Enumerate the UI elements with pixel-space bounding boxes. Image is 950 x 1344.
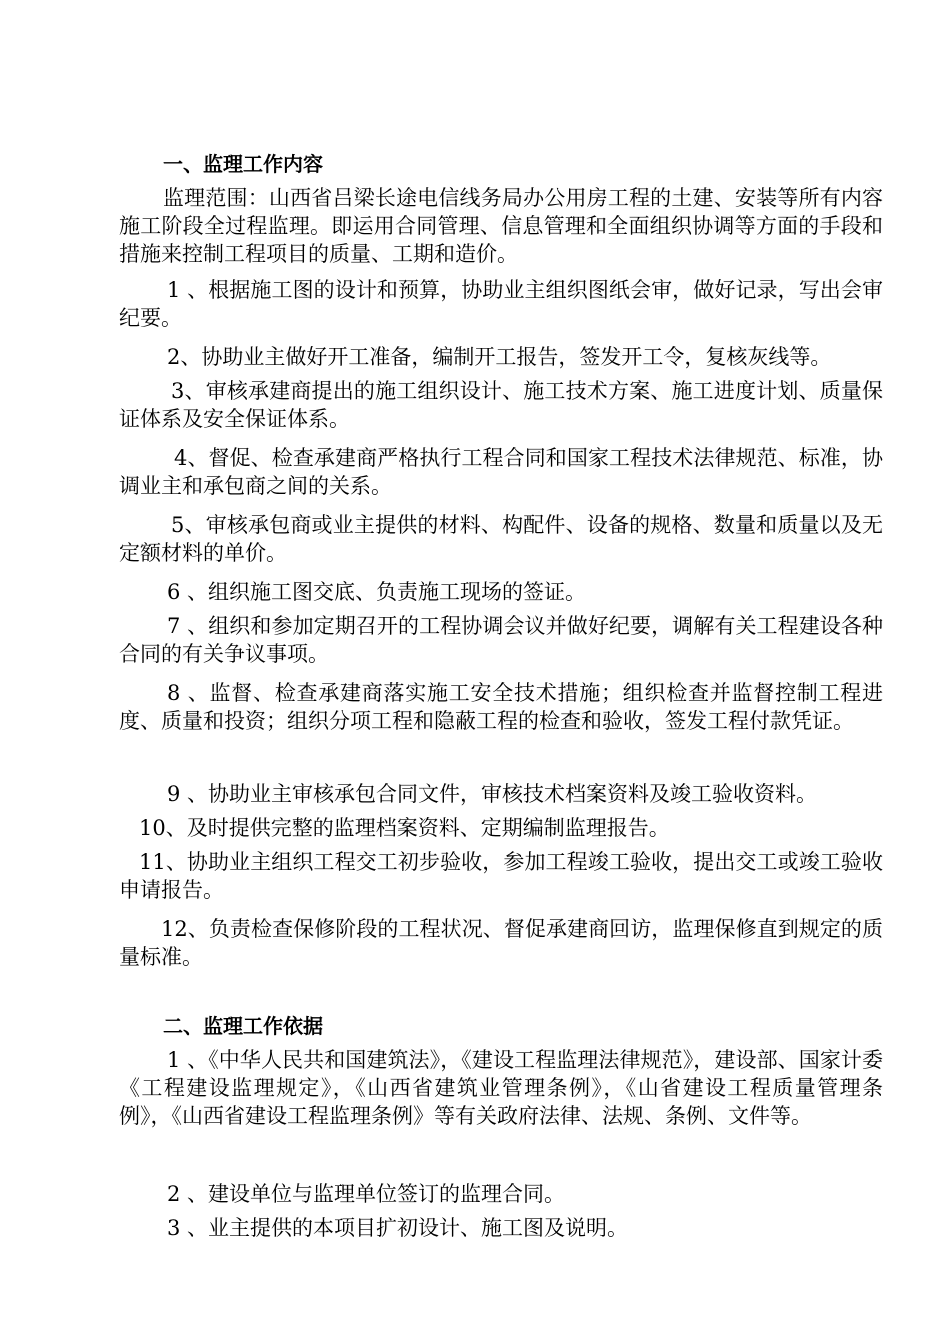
content-item-1: 1 、根据施工图的设计和预算，协助业主组织图纸会审，做好记录，写出会审纪要。 bbox=[119, 278, 883, 330]
content-item-12: 12、负责检查保修阶段的工程状况、督促承建商回访，监理保修直到规定的质量标准。 bbox=[119, 917, 883, 969]
section-heading-work-content: 一、监理工作内容 bbox=[163, 152, 323, 176]
basis-item-2: 2 、建设单位与监理单位签订的监理合同。 bbox=[167, 1182, 566, 1206]
scope-paragraph: 监理范围：山西省吕梁长途电信线务局办公用房工程的土建、安装等所有内容施工阶段全过程监理。即运用合同管理、信息管理和全面组织协调等方面的手段和措施来控制工程项目的质量、工期和造价。 bbox=[119, 186, 883, 266]
content-item-2: 2、协助业主做好开工准备，编制开工报告，签发开工令，复核灰线等。 bbox=[167, 345, 832, 369]
content-item-11: 11、协助业主组织工程交工初步验收，参加工程竣工验收，提出交工或竣工验收申请报告。 bbox=[119, 850, 883, 902]
content-item-6: 6 、组织施工图交底、负责施工现场的签证。 bbox=[167, 580, 587, 604]
content-item-7: 7 、组织和参加定期召开的工程协调会议并做好纪要，调解有关工程建设各种合同的有关争议事项。 bbox=[119, 614, 883, 666]
content-item-4: 4、督促、检查承建商严格执行工程合同和国家工程技术法律规范、标准，协调业主和承包商之间的关系。 bbox=[119, 446, 883, 498]
content-item-3: 3、审核承建商提出的施工组织设计、施工技术方案、施工进度计划、质量保证体系及安全保证体系。 bbox=[119, 379, 883, 431]
section-heading-work-basis: 二、监理工作依据 bbox=[163, 1014, 323, 1038]
content-item-9: 9 、协助业主审核承包合同文件，审核技术档案资料及竣工验收资料。 bbox=[167, 782, 818, 806]
content-item-5: 5、审核承包商或业主提供的材料、构配件、设备的规格、数量和质量以及无定额材料的单价。 bbox=[119, 513, 883, 565]
basis-item-3: 3 、业主提供的本项目扩初设计、施工图及说明。 bbox=[167, 1216, 629, 1240]
content-item-8: 8 、监督、检查承建商落实施工安全技术措施；组织检查并监督控制工程进度、质量和投资；组织分项工程和隐蔽工程的检查和验收，签发工程付款凭证。 bbox=[119, 681, 883, 733]
content-item-10: 10、及时提供完整的监理档案资料、定期编制监理报告。 bbox=[139, 816, 670, 840]
basis-item-1: 1 、《中华人民共和国建筑法》，《建设工程监理法律规范》，建设部、国家计委《工程建设监理规定》，《山西省建筑业管理条例》，《山省建设工程质量管理条例》，《山西省建设工程监理条例》等有关政府法律、法规、条例、文件等。 bbox=[119, 1048, 883, 1128]
